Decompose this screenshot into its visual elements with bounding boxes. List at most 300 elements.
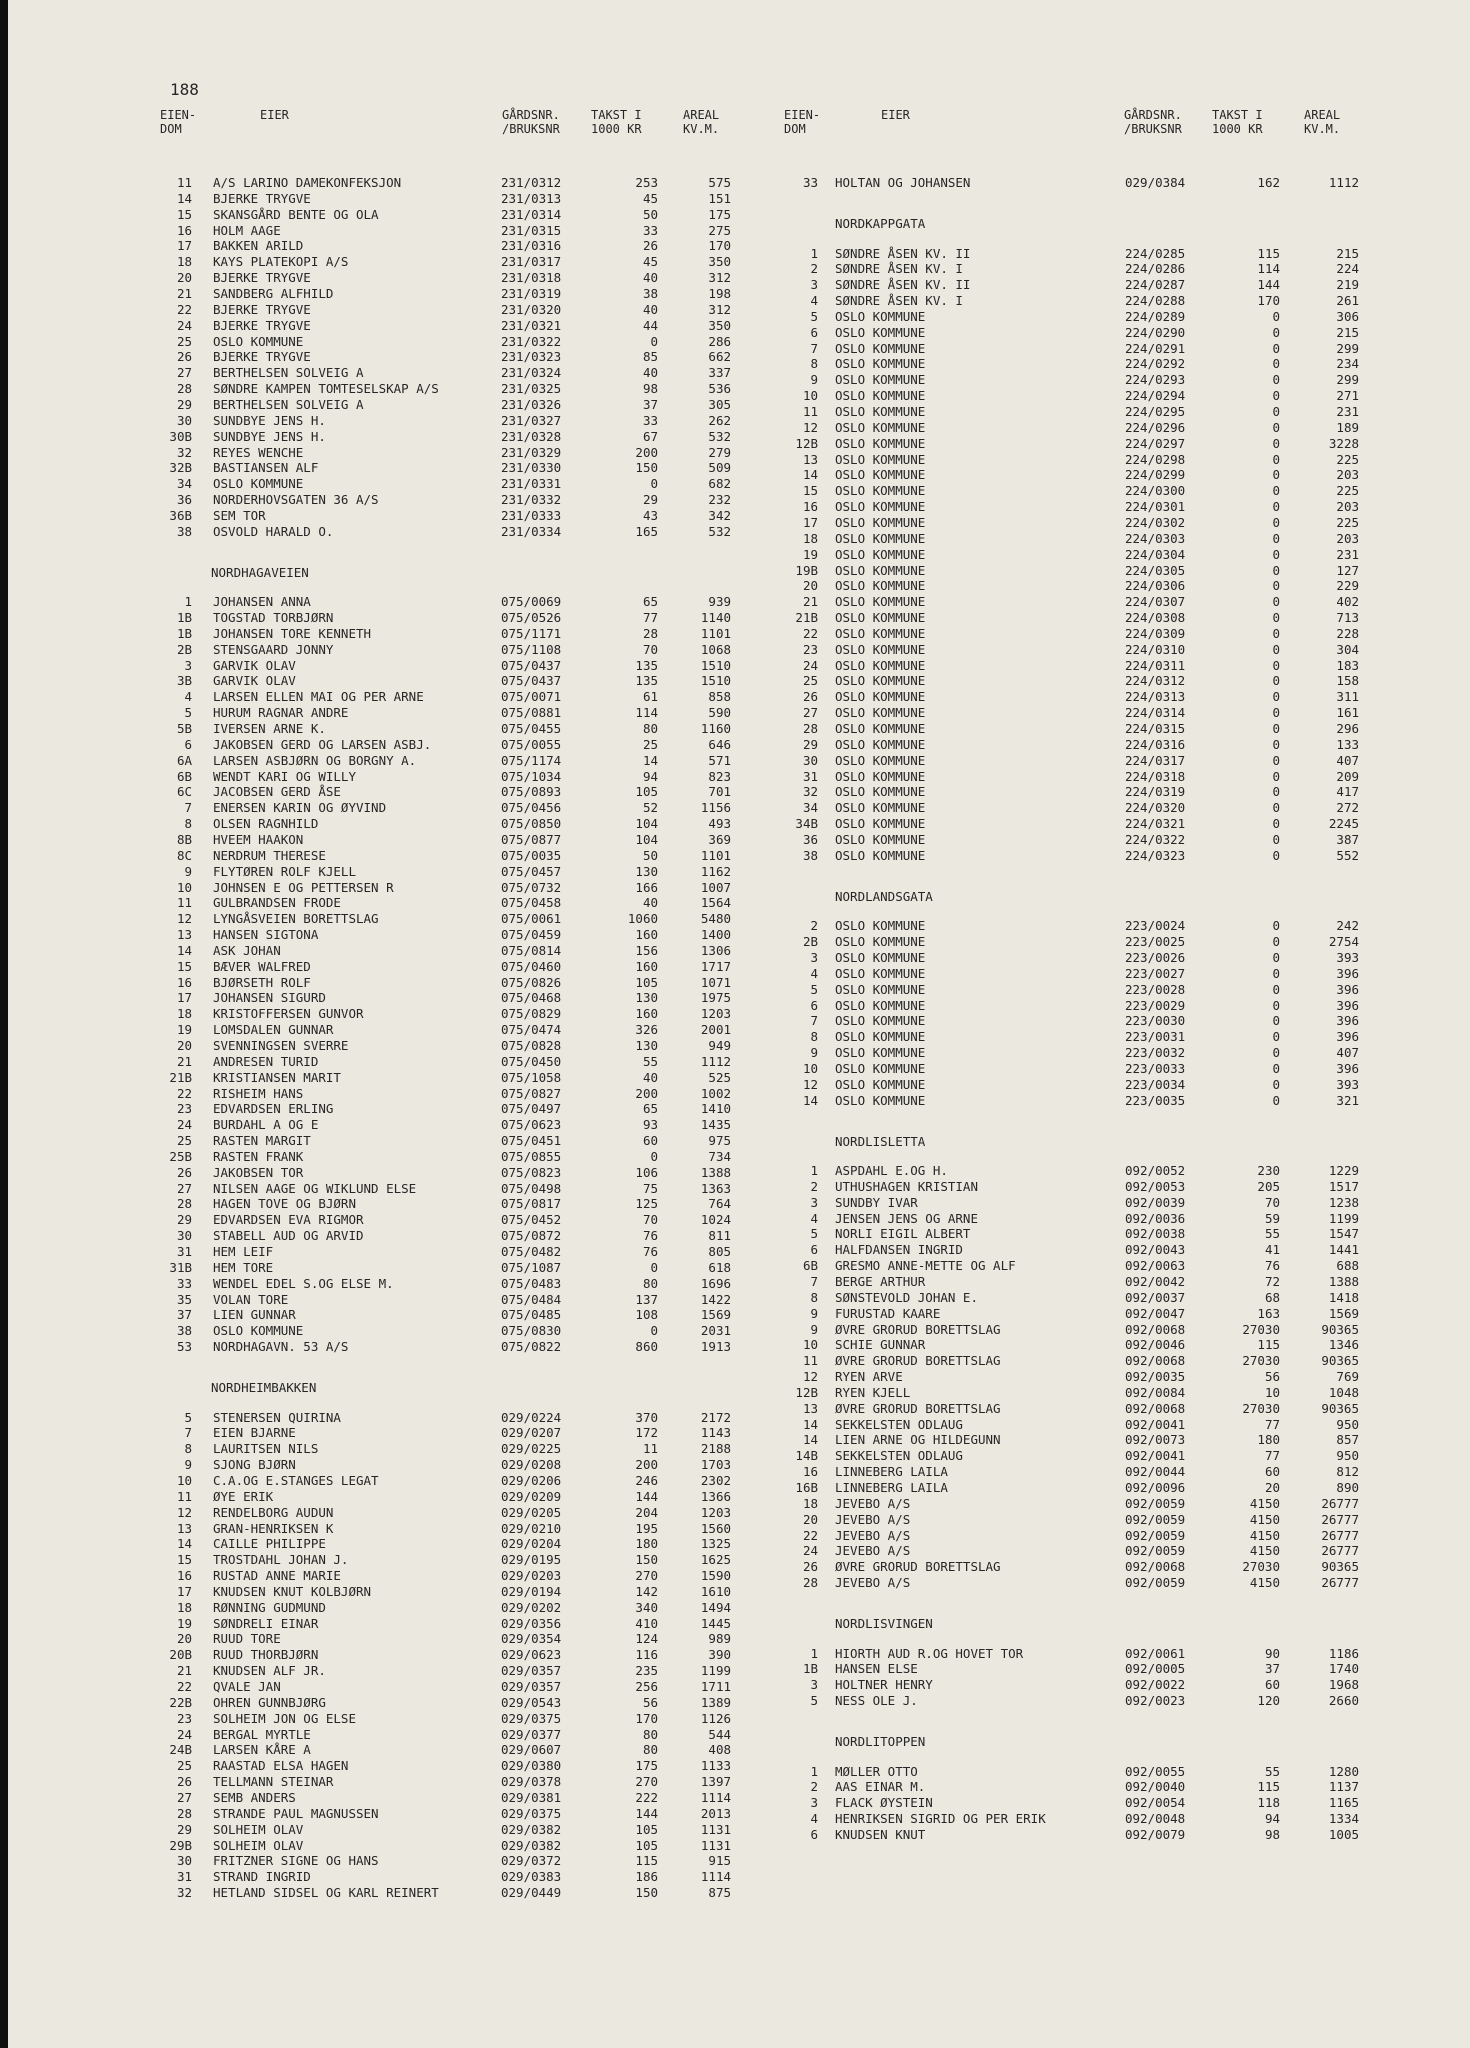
gardsnr-value: 029/0449 bbox=[501, 1885, 562, 1900]
takst-value: 115 bbox=[1257, 1779, 1280, 1795]
areal-value: 299 bbox=[1336, 372, 1359, 388]
areal-value: 1560 bbox=[700, 1520, 731, 1536]
areal-value: 713 bbox=[1336, 610, 1359, 625]
owner-name: SOLHEIM JON OG ELSE bbox=[213, 1710, 356, 1726]
gardsnr-value: 075/1087 bbox=[501, 1259, 562, 1275]
owner-name: GARVIK OLAV bbox=[213, 673, 296, 689]
gardsnr-value: 075/0485 bbox=[501, 1307, 562, 1323]
areal-value: 1325 bbox=[700, 1536, 731, 1552]
property-row bbox=[8, 293, 1470, 309]
owner-name: KRISTOFFERSEN GUNVOR bbox=[213, 1006, 364, 1022]
owner-name: BASTIANSEN ALF bbox=[213, 460, 319, 476]
gardsnr-value: 224/0295 bbox=[1125, 404, 1186, 419]
areal-value: 1397 bbox=[700, 1774, 731, 1790]
takst-value: 0 bbox=[1272, 625, 1280, 641]
gardsnr-value: 075/0458 bbox=[501, 895, 562, 911]
areal-value: 1334 bbox=[1328, 1811, 1359, 1827]
owner-name: BERGAL MYRTLE bbox=[213, 1726, 311, 1742]
takst-value: 70 bbox=[642, 1212, 658, 1228]
gardsnr-value: 029/0203 bbox=[501, 1568, 562, 1583]
takst-value: 160 bbox=[635, 1006, 658, 1022]
eiendom-number: 5B bbox=[176, 721, 192, 736]
gardsnr-value: 231/0324 bbox=[501, 365, 562, 381]
property-row bbox=[8, 1179, 1470, 1195]
takst-value: 80 bbox=[642, 721, 658, 736]
gardsnr-value: 231/0334 bbox=[501, 523, 562, 539]
eier-header: EIER bbox=[260, 108, 289, 122]
eiendom-number: 3 bbox=[810, 1795, 818, 1811]
owner-name: OSLO KOMMUNE bbox=[213, 1323, 304, 1339]
areal-value: 321 bbox=[1336, 1092, 1359, 1108]
areal-value: 989 bbox=[708, 1631, 731, 1647]
areal-value: 127 bbox=[1336, 562, 1359, 578]
eiendom-number: 32 bbox=[176, 444, 192, 460]
takst-value: 222 bbox=[635, 1789, 658, 1805]
property-row bbox=[8, 1353, 1470, 1369]
takst-value: 0 bbox=[1272, 981, 1280, 997]
takst-value: 115 bbox=[1257, 245, 1280, 261]
eiendom-number: 20 bbox=[176, 1038, 192, 1053]
gardsnr-value: 029/0623 bbox=[501, 1647, 562, 1663]
areal-value: 1388 bbox=[700, 1164, 731, 1180]
eiendom-number: 15 bbox=[802, 483, 818, 499]
takst-value: 67 bbox=[642, 428, 658, 444]
eiendom-number: 9 bbox=[184, 1457, 192, 1473]
property-row bbox=[8, 404, 1470, 420]
owner-name: REYES WENCHE bbox=[213, 444, 304, 460]
eiendom-number: 22 bbox=[802, 1527, 818, 1543]
owner-name: OSLO KOMMUNE bbox=[835, 578, 926, 594]
areal-value: 396 bbox=[1336, 1029, 1359, 1045]
takst-value: 235 bbox=[635, 1663, 658, 1679]
property-row bbox=[8, 547, 1470, 563]
areal-value: 1165 bbox=[1328, 1795, 1359, 1811]
eiendom-number: 19 bbox=[176, 1615, 192, 1631]
takst-value: 106 bbox=[635, 1164, 658, 1180]
property-row bbox=[8, 420, 1470, 436]
takst-value: 0 bbox=[1272, 997, 1280, 1013]
owner-name: NERDRUM THERESE bbox=[213, 847, 326, 863]
takst-value: 105 bbox=[635, 974, 658, 990]
gardsnr-value: 092/0040 bbox=[1125, 1779, 1186, 1795]
areal-value: 1131 bbox=[700, 1821, 731, 1837]
takst-value: 0 bbox=[1272, 657, 1280, 673]
areal-value: 337 bbox=[708, 365, 731, 381]
eiendom-number: 32 bbox=[176, 1885, 192, 1900]
takst-value: 860 bbox=[635, 1339, 658, 1355]
owner-name: CAILLE PHILIPPE bbox=[213, 1536, 326, 1552]
owner-name: NILSEN AAGE OG WIKLUND ELSE bbox=[213, 1180, 417, 1196]
owner-name: BAKKEN ARILD bbox=[213, 238, 304, 254]
owner-name: FRITZNER SIGNE OG HANS bbox=[213, 1853, 379, 1869]
areal-value: 571 bbox=[708, 752, 731, 768]
property-row bbox=[8, 207, 1470, 223]
property-row bbox=[8, 1575, 1470, 1591]
areal-value: 1445 bbox=[700, 1615, 731, 1631]
property-row bbox=[8, 1764, 1470, 1780]
gardsnr-value: 029/0194 bbox=[501, 1583, 562, 1599]
takst-value: 114 bbox=[1257, 261, 1280, 277]
owner-name: GARVIK OLAV bbox=[213, 657, 296, 673]
areal-value: 215 bbox=[1336, 324, 1359, 340]
property-row bbox=[8, 325, 1470, 341]
areal-value: 350 bbox=[708, 254, 731, 270]
eiendom-number: 24 bbox=[176, 317, 192, 333]
gardsnr-value: 075/0893 bbox=[501, 784, 562, 800]
owner-name: STRANDE PAUL MAGNUSSEN bbox=[213, 1805, 379, 1821]
areal-value: 271 bbox=[1336, 388, 1359, 404]
eiendom-number: 13 bbox=[176, 927, 192, 942]
eiendom-number: 6B bbox=[802, 1258, 818, 1274]
takst-value: 0 bbox=[1272, 451, 1280, 467]
takst-value: 27030 bbox=[1242, 1321, 1280, 1337]
owner-name: JAKOBSEN GERD OG LARSEN ASBJ. bbox=[213, 736, 432, 752]
owner-name: JEVEBO A/S bbox=[835, 1575, 911, 1591]
property-row bbox=[8, 1480, 1470, 1496]
gardsnr-value: 231/0320 bbox=[501, 301, 562, 317]
takst-value: 61 bbox=[642, 689, 658, 705]
owner-name: JEVEBO A/S bbox=[835, 1527, 911, 1543]
owner-name: KNUDSEN KNUT KOLBJØRN bbox=[213, 1583, 372, 1599]
takst-value: 60 bbox=[1264, 1677, 1280, 1693]
eiendom-number: 36 bbox=[802, 831, 818, 847]
owner-name: KRISTIANSEN MARIT bbox=[213, 1069, 341, 1085]
takst-value: 142 bbox=[635, 1583, 658, 1599]
owner-name: A/S LARINO DAMEKONFEKSJON bbox=[213, 175, 402, 190]
takst-value: 115 bbox=[635, 1853, 658, 1869]
areal-value: 2754 bbox=[1328, 934, 1359, 950]
eiendom-number: 18 bbox=[176, 1006, 192, 1022]
areal-value: 1366 bbox=[700, 1488, 731, 1504]
areal-value: 812 bbox=[1336, 1464, 1359, 1480]
gardsnr-value: 092/0052 bbox=[1125, 1163, 1186, 1178]
areal-value: 1007 bbox=[700, 879, 731, 895]
gardsnr-value: 224/0321 bbox=[1125, 816, 1186, 832]
gardsnr-value: 223/0024 bbox=[1125, 918, 1186, 934]
owner-name: FURUSTAD KAARE bbox=[835, 1305, 941, 1321]
owner-name: OSLO KOMMUNE bbox=[835, 372, 926, 388]
eiendom-number: 18 bbox=[176, 254, 192, 270]
eiendom-number: 10 bbox=[176, 1472, 192, 1488]
owner-name: SEKKELSTEN ODLAUG bbox=[835, 1448, 963, 1464]
owner-name: OSLO KOMMUNE bbox=[835, 356, 926, 372]
takst-value: 28 bbox=[642, 625, 658, 641]
owner-name: MØLLER OTTO bbox=[835, 1763, 918, 1779]
owner-name: NORDERHOVSGATEN 36 A/S bbox=[213, 492, 379, 507]
takst-value: 0 bbox=[1272, 641, 1280, 657]
gardsnr-value: 075/0822 bbox=[501, 1339, 562, 1355]
eiendom-number: 17 bbox=[176, 990, 192, 1006]
page-number: 188 bbox=[170, 80, 199, 99]
eiendom-number: 38 bbox=[802, 847, 818, 863]
owner-name: SØNDRE KAMPEN TOMTESELSKAP A/S bbox=[213, 381, 439, 397]
owner-name: RUUD THORBJØRN bbox=[213, 1647, 319, 1663]
areal-value: 1199 bbox=[700, 1663, 731, 1679]
gardsnr-value: 224/0303 bbox=[1125, 530, 1186, 546]
property-row bbox=[8, 1211, 1470, 1227]
areal-value: 203 bbox=[1336, 467, 1359, 483]
property-row bbox=[8, 769, 1470, 785]
owner-name: SOLHEIM OLAV bbox=[213, 1837, 304, 1853]
areal-value: 234 bbox=[1336, 356, 1359, 372]
areal-value: 536 bbox=[708, 381, 731, 397]
eiendom-number: 1 bbox=[810, 1763, 818, 1779]
gardsnr-value: 075/0826 bbox=[501, 974, 562, 990]
gardsnr-value: 075/0071 bbox=[501, 689, 562, 705]
eiendom-number: 11 bbox=[176, 895, 192, 911]
areal-value: 1186 bbox=[1328, 1645, 1359, 1661]
owner-name: HIORTH AUD R.OG HOVET TOR bbox=[835, 1645, 1024, 1661]
takst-value: 40 bbox=[642, 1069, 658, 1085]
areal-value: 811 bbox=[708, 1228, 731, 1244]
areal-value: 1968 bbox=[1328, 1677, 1359, 1693]
owner-name: KNUDSEN KNUT bbox=[835, 1826, 926, 1842]
property-row bbox=[8, 753, 1470, 769]
owner-name: STENERSEN QUIRINA bbox=[213, 1409, 341, 1425]
owner-name: EDVARDSEN ERLING bbox=[213, 1101, 334, 1117]
owner-name: JOHANSEN ANNA bbox=[213, 594, 311, 610]
gardsnr-value: 075/0457 bbox=[501, 863, 562, 879]
eiendom-number: 11 bbox=[802, 404, 818, 419]
eiendom-number: 22 bbox=[802, 625, 818, 641]
takst-value: 180 bbox=[635, 1536, 658, 1552]
areal-value: 90365 bbox=[1321, 1559, 1359, 1575]
gardsnr-value: 092/0068 bbox=[1125, 1353, 1186, 1369]
areal-value: 2031 bbox=[700, 1323, 731, 1339]
eiendom-number: 10 bbox=[176, 879, 192, 895]
owner-name: HURUM RAGNAR ANDRE bbox=[213, 705, 349, 721]
areal-value: 262 bbox=[708, 412, 731, 428]
eiendom-number: 6B bbox=[176, 768, 192, 784]
owner-name: SUNDBYE JENS H. bbox=[213, 428, 326, 444]
eiendom-number: 14B bbox=[795, 1448, 818, 1464]
takst-value: 0 bbox=[1272, 705, 1280, 721]
gardsnr-value: 231/0314 bbox=[501, 206, 562, 222]
areal-value: 734 bbox=[708, 1148, 731, 1164]
areal-value: 1913 bbox=[700, 1339, 731, 1355]
owner-name: EDVARDSEN EVA RIGMOR bbox=[213, 1212, 364, 1228]
gardsnr-value: 231/0317 bbox=[501, 254, 562, 270]
takst-value: 0 bbox=[1272, 419, 1280, 435]
gardsnr-value: 092/0068 bbox=[1125, 1400, 1186, 1416]
owner-name: OSLO KOMMUNE bbox=[835, 736, 926, 752]
register-page bbox=[8, 0, 1470, 2048]
owner-name: C.A.OG E.STANGES LEGAT bbox=[213, 1472, 379, 1488]
gardsnr-value: 075/0498 bbox=[501, 1180, 562, 1196]
street-heading: NORDLISVINGEN bbox=[835, 1616, 933, 1632]
takst-value: 0 bbox=[1272, 324, 1280, 340]
takst-value: 56 bbox=[1264, 1369, 1280, 1384]
areal-value: 682 bbox=[708, 476, 731, 492]
takst-value: 137 bbox=[635, 1291, 658, 1307]
owner-name: OSLO KOMMUNE bbox=[835, 530, 926, 546]
areal-value: 1112 bbox=[1328, 175, 1359, 190]
owner-name: BJERKE TRYGVE bbox=[213, 301, 311, 317]
takst-value: 60 bbox=[1264, 1464, 1280, 1480]
areal-value: 1199 bbox=[1328, 1210, 1359, 1226]
gardsnr-value: 075/0437 bbox=[501, 673, 562, 689]
takst-value: 0 bbox=[1272, 372, 1280, 388]
property-row bbox=[8, 1369, 1470, 1385]
gardsnr-value: 075/0450 bbox=[501, 1053, 562, 1069]
areal-value: 1388 bbox=[1328, 1273, 1359, 1289]
eiendom-number: 21B bbox=[169, 1069, 192, 1085]
gardsnr-value: 092/0043 bbox=[1125, 1242, 1186, 1258]
gardsnr-value: 092/0044 bbox=[1125, 1464, 1186, 1480]
areal-value: 1711 bbox=[700, 1679, 731, 1694]
gardsnr-value: 224/0301 bbox=[1125, 499, 1186, 515]
owner-name: NESS OLE J. bbox=[835, 1693, 918, 1709]
eiendom-header: EIEN- DOM bbox=[160, 108, 197, 136]
takst-value: 4150 bbox=[1249, 1543, 1280, 1559]
takst-value: 166 bbox=[635, 879, 658, 895]
areal-value: 312 bbox=[708, 270, 731, 286]
takst-value: 0 bbox=[1272, 736, 1280, 752]
gardsnr-header: GÅRDSNR. /BRUKSNR bbox=[1124, 108, 1182, 136]
takst-value: 144 bbox=[635, 1805, 658, 1821]
owner-name: OSLO KOMMUNE bbox=[835, 847, 926, 863]
gardsnr-value: 092/0041 bbox=[1125, 1448, 1186, 1464]
eiendom-number: 5 bbox=[810, 308, 818, 324]
owner-name: ØYE ERIK bbox=[213, 1488, 274, 1504]
areal-value: 1610 bbox=[700, 1583, 731, 1599]
areal-value: 769 bbox=[1336, 1369, 1359, 1384]
owner-name: SØNDRE ÅSEN KV. I bbox=[835, 293, 963, 308]
areal-value: 275 bbox=[708, 222, 731, 238]
owner-name: LARSEN ELLEN MAI OG PER ARNE bbox=[213, 689, 424, 705]
takst-value: 130 bbox=[635, 1038, 658, 1053]
eiendom-number: 20B bbox=[169, 1647, 192, 1663]
gardsnr-value: 029/0382 bbox=[501, 1837, 562, 1853]
property-row bbox=[8, 864, 1470, 880]
owner-name: SJONG BJØRN bbox=[213, 1457, 296, 1473]
takst-value: 50 bbox=[642, 847, 658, 863]
gardsnr-value: 092/0059 bbox=[1125, 1495, 1186, 1511]
areal-value: 2660 bbox=[1328, 1693, 1359, 1709]
property-row bbox=[8, 1195, 1470, 1211]
areal-value: 1203 bbox=[700, 1006, 731, 1022]
takst-value: 43 bbox=[642, 507, 658, 523]
areal-value: 1547 bbox=[1328, 1226, 1359, 1242]
gardsnr-value: 029/0354 bbox=[501, 1631, 562, 1647]
eiendom-number: 4 bbox=[184, 689, 192, 705]
owner-name: HANSEN ELSE bbox=[835, 1661, 918, 1677]
gardsnr-value: 231/0329 bbox=[501, 444, 562, 460]
takst-value: 160 bbox=[635, 958, 658, 974]
takst-value: 0 bbox=[1272, 831, 1280, 847]
areal-value: 975 bbox=[708, 1133, 731, 1149]
areal-value: 225 bbox=[1336, 451, 1359, 467]
gardsnr-value: 224/0314 bbox=[1125, 705, 1186, 721]
takst-value: 77 bbox=[642, 610, 658, 625]
eiendom-number: 12B bbox=[795, 435, 818, 451]
owner-name: BJERKE TRYGVE bbox=[213, 317, 311, 333]
gardsnr-value: 092/0059 bbox=[1125, 1527, 1186, 1543]
takst-value: 0 bbox=[1272, 308, 1280, 324]
eiendom-number: 8 bbox=[810, 1029, 818, 1045]
eiendom-number: 31 bbox=[802, 768, 818, 784]
eiendom-number: 32 bbox=[802, 784, 818, 800]
gardsnr-value: 224/0323 bbox=[1125, 847, 1186, 863]
takst-value: 77 bbox=[1264, 1416, 1280, 1432]
takst-value: 80 bbox=[642, 1742, 658, 1758]
eiendom-number: 23 bbox=[176, 1101, 192, 1117]
eiendom-number: 25 bbox=[802, 673, 818, 689]
owner-name: SVENNINGSEN SVERRE bbox=[213, 1038, 349, 1053]
gardsnr-value: 029/0209 bbox=[501, 1488, 562, 1504]
owner-name: RENDELBORG AUDUN bbox=[213, 1504, 334, 1520]
areal-value: 1510 bbox=[700, 673, 731, 689]
takst-value: 104 bbox=[635, 831, 658, 847]
takst-value: 0 bbox=[1272, 499, 1280, 515]
property-row bbox=[8, 563, 1470, 579]
gardsnr-value: 075/0437 bbox=[501, 657, 562, 673]
areal-value: 1517 bbox=[1328, 1178, 1359, 1194]
gardsnr-value: 223/0029 bbox=[1125, 997, 1186, 1013]
owner-name: OSVOLD HARALD O. bbox=[213, 523, 334, 539]
owner-name: OSLO KOMMUNE bbox=[835, 435, 926, 451]
areal-value: 552 bbox=[1336, 847, 1359, 863]
eiendom-number: 30 bbox=[176, 1228, 192, 1244]
areal-value: 532 bbox=[708, 523, 731, 539]
owner-name: OSLO KOMMUNE bbox=[835, 467, 926, 483]
gardsnr-value: 231/0327 bbox=[501, 412, 562, 428]
property-row bbox=[8, 1646, 1470, 1662]
takst-value: 14 bbox=[642, 752, 658, 768]
owner-name: LIEN GUNNAR bbox=[213, 1307, 296, 1323]
gardsnr-value: 224/0312 bbox=[1125, 673, 1186, 689]
areal-value: 1363 bbox=[700, 1180, 731, 1196]
street-heading: NORDLISLETTA bbox=[835, 1133, 926, 1149]
property-row bbox=[8, 1322, 1470, 1338]
owner-name: JOHANSEN TORE KENNETH bbox=[213, 625, 372, 641]
gardsnr-value: 075/0830 bbox=[501, 1323, 562, 1339]
takst-value: 0 bbox=[650, 476, 658, 492]
property-row bbox=[8, 1711, 1470, 1727]
areal-value: 90365 bbox=[1321, 1400, 1359, 1416]
eiendom-number: 1B bbox=[176, 610, 192, 625]
eiendom-number: 30 bbox=[176, 412, 192, 428]
eiendom-number: 4 bbox=[810, 965, 818, 981]
property-row bbox=[8, 1742, 1470, 1758]
owner-name: BERTHELSEN SOLVEIG A bbox=[213, 365, 364, 381]
areal-value: 305 bbox=[708, 396, 731, 412]
areal-value: 175 bbox=[708, 206, 731, 222]
eiendom-number: 10 bbox=[802, 1060, 818, 1076]
eiendom-number: 19B bbox=[795, 562, 818, 578]
eiendom-number: 29 bbox=[176, 396, 192, 412]
areal-value: 417 bbox=[1336, 784, 1359, 800]
owner-name: OSLO KOMMUNE bbox=[835, 514, 926, 530]
eiendom-number: 13 bbox=[802, 451, 818, 467]
areal-value: 225 bbox=[1336, 514, 1359, 530]
eier-header: EIER bbox=[881, 108, 910, 122]
owner-name: OSLO KOMMUNE bbox=[835, 721, 926, 736]
takst-value: 94 bbox=[642, 768, 658, 784]
eiendom-number: 5 bbox=[810, 1226, 818, 1242]
eiendom-number: 7 bbox=[810, 1013, 818, 1029]
owner-name: STRAND INGRID bbox=[213, 1869, 311, 1885]
takst-value: 0 bbox=[1272, 467, 1280, 483]
owner-name: ØVRE GRORUD BORETTSLAG bbox=[835, 1559, 1001, 1575]
areal-value: 1696 bbox=[700, 1275, 731, 1291]
eiendom-number: 12 bbox=[802, 419, 818, 435]
areal-value: 949 bbox=[708, 1038, 731, 1053]
eiendom-number: 26 bbox=[802, 1559, 818, 1575]
takst-value: 0 bbox=[1272, 1029, 1280, 1045]
eiendom-number: 31 bbox=[176, 1244, 192, 1259]
areal-value: 525 bbox=[708, 1069, 731, 1085]
